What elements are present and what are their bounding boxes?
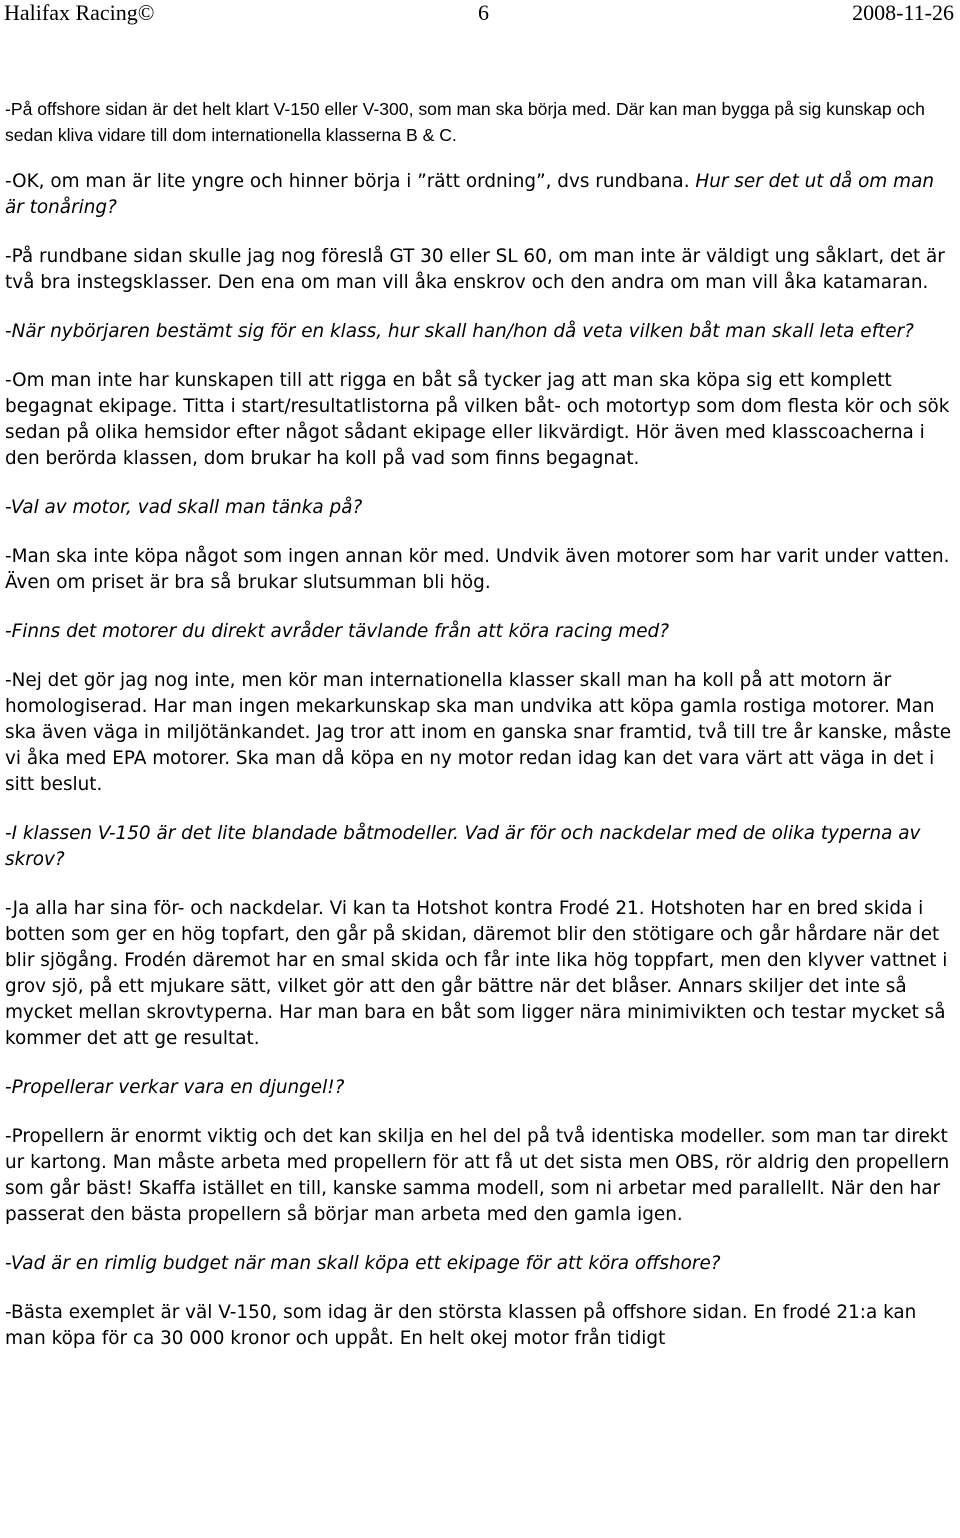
question-paragraph	[5, 169, 955, 221]
question-text: -I klassen V-150 är det lite blandade båtmodeller. Vad är för och nackdelar med de olika typerna av skrov?	[5, 823, 921, 870]
header-date: 2008-11-26	[852, 0, 954, 25]
answer-paragraph: -På rundbane sidan skulle jag nog föreslå GT 30 eller SL 60, om man inte är väldigt ung såklart, det är två bra instegsklasser. Den ena om man vill åka enskrov och den andra om man vill åka katamaran.	[5, 246, 945, 293]
page-header	[0, 0, 960, 30]
question-paragraph	[5, 319, 955, 345]
page-number: 6	[478, 0, 489, 25]
question-text: -Propellerar verkar vara en djungel!?	[5, 1077, 345, 1098]
answer-paragraph: -Nej det gör jag nog inte, men kör man internationella klasser skall man ha koll på att motorn är homologiserad. Har man ingen mekarkunskap ska man undvika att köpa gamla rostiga motorer. Man ska även väga in miljötänkandet. Jag tror att inom en ganska snar framtid, två till tre år kanske, måste vi åka med EPA motorer. Ska man då köpa en ny motor redan idag kan det vara värt att väga in det i sitt beslut.	[5, 670, 952, 795]
question-text: -Val av motor, vad skall man tänka på?	[5, 497, 363, 518]
answer-paragraph: -Man ska inte köpa något som ingen annan kör med. Undvik även motorer som har varit under vatten. Även om priset är bra så brukar slutsumman bli hög.	[5, 546, 950, 593]
question-text: -Finns det motorer du direkt avråder tävlande från att köra racing med?	[5, 621, 669, 642]
answer-paragraph: -Propellern är enormt viktig och det kan skilja en hel del på två identiska modeller. som man tar direkt ur kartong. Man måste arbeta med propellern för att få ut det sista men OBS, rör aldrig den propellern som går bäst! Skaffa istället en till, kanske samma modell, som ni arbetar med parallellt. När den har passerat den bästa propellern så börjar man arbeta med den gamla igen.	[5, 1126, 950, 1225]
header-title: Halifax Racing©	[4, 0, 155, 25]
question-paragraph	[5, 1251, 955, 1277]
question-text: -OK, om man är lite yngre och hinner börja i ”rätt ordning”, dvs rundbana.	[5, 171, 690, 192]
question-paragraph	[5, 495, 955, 521]
answer-paragraph: -Om man inte har kunskapen till att rigga en båt så tycker jag att man ska köpa sig ett komplett begagnat ekipage. Titta i start/resultatlistorna på vilken båt- och motortyp som dom flesta kör och sök sedan på olika hemsidor efter något sådant ekipage eller likvärdigt. Hör även med klasscoacherna i den berörda klassen, dom brukar ha koll på vad som finns begagnat.	[5, 370, 950, 469]
question-paragraph	[5, 619, 955, 645]
question-text-italic: Hur ser det ut då om man är tonåring?	[5, 171, 935, 218]
answer-paragraph: -Bästa exemplet är väl V-150, som idag är den största klassen på offshore sidan. En frodé 21:a kan man köpa för ca 30 000 kronor och uppåt. En helt okej motor från tidigt	[5, 1302, 917, 1349]
answer-paragraph: -Ja alla har sina för- och nackdelar. Vi kan ta Hotshot kontra Frodé 21. Hotshoten har en bred skida i botten som ger en hög topfart, den går på skidan, däremot blir den stötigare och går hårdare när det blir sjögång. Frodén däremot har en smal skida och får inte lika hög toppfart, men den klyver vattnet i grov sjö, på ett mjukare sätt, vilket gör att den går bättre när det blåser. Annars skiljer det inte så mycket mellan skrovtyperna. Har man bara en båt som ligger nära minimivikten och testar mycket så kommer det att ge resultat.	[5, 898, 948, 1049]
question-paragraph	[5, 821, 955, 873]
question-paragraph	[5, 1075, 955, 1101]
question-text: -När nybörjaren bestämt sig för en klass, hur skall han/hon då veta vilken båt man skall leta efter?	[5, 321, 914, 342]
question-text: -Vad är en rimlig budget när man skall köpa ett ekipage för att köra offshore?	[5, 1253, 721, 1274]
answer-paragraph: -På offshore sidan är det helt klart V-150 eller V-300, som man ska börja med. Där kan man bygga på sig kunskap och sedan kliva vidare till dom internationella klasserna B & C.	[5, 99, 925, 145]
document-body	[5, 96, 955, 1352]
